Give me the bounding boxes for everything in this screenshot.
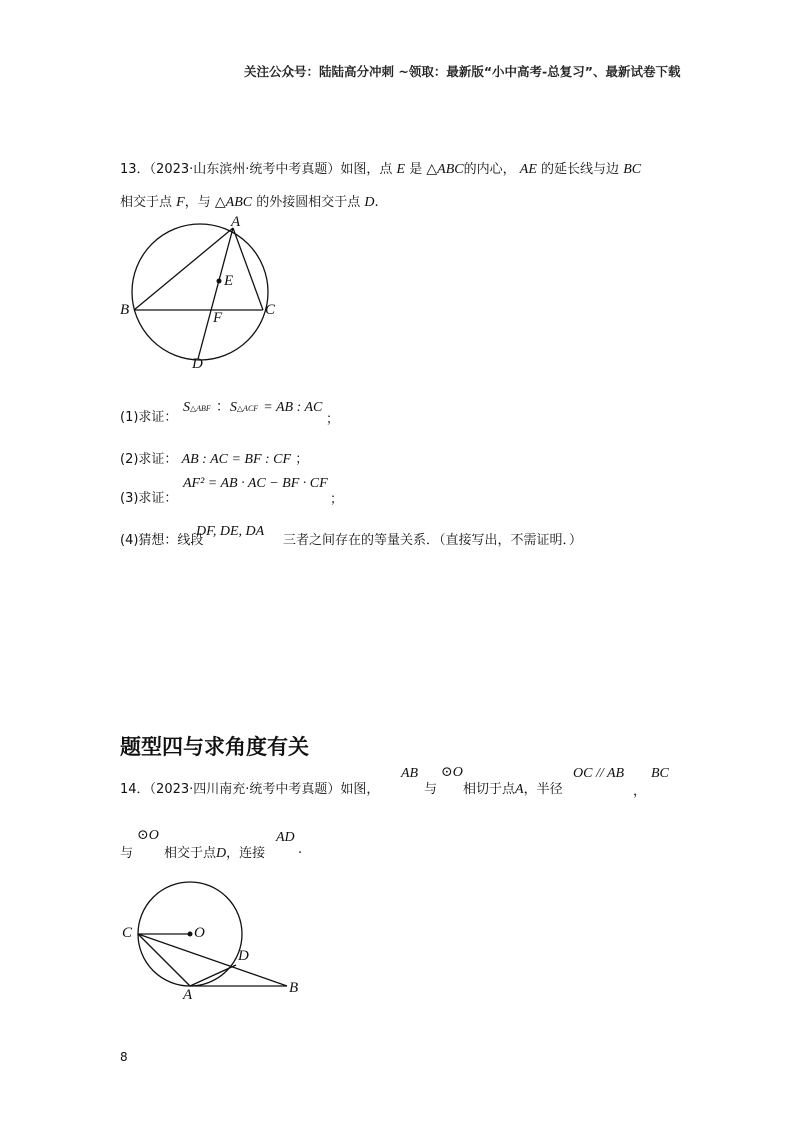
math-triangle-abc-2: △ABC [214, 195, 253, 210]
q1-sub1: △ABF [190, 404, 211, 413]
q1-s1: S [183, 400, 190, 415]
q2-end: ； [295, 452, 309, 467]
problem-source: （2023·山东滨州·统考中考真题）如图，点 [149, 162, 393, 177]
text-extension: 的延长线与边 [541, 162, 620, 177]
q3-prefix: (3)求证： [120, 491, 178, 506]
text-with-14b: 与 [120, 846, 134, 861]
math-d-14: D [216, 846, 227, 861]
math-ae: AE [519, 162, 537, 177]
label-c: C [265, 302, 276, 318]
q1-end: ； [326, 412, 340, 427]
q1-colon: ： [215, 400, 230, 415]
q2-formula: AB : AC = BF : CF [181, 452, 292, 467]
text-period: . [374, 195, 379, 210]
math-a: A [515, 782, 524, 797]
math-bc-14: BC [651, 766, 669, 781]
problem-14-source: （2023·四川南充·统考中考真题）如图， [149, 782, 380, 797]
math-ad: AD [276, 830, 295, 845]
q3-formula: AF² = AB · AC − BF · CF [183, 476, 328, 491]
text-meet-14: 相交于点 [164, 846, 217, 861]
text-radius: ，半径 [523, 782, 563, 797]
q1-s2: S [229, 400, 237, 415]
q1-prefix: (1)求证： [120, 410, 178, 425]
math-oc-parallel-ab: OC // AB [573, 766, 625, 781]
segment-ad [190, 965, 236, 986]
math-triangle-abc: △ABC [426, 162, 464, 177]
q1-right: = AB : AC [263, 400, 323, 415]
q2-prefix: (2)求证： [120, 452, 178, 467]
problem-number-14: 14． [120, 782, 150, 797]
text-period-14: . [298, 842, 303, 857]
page-header: 关注公众号：陆陆高分冲刺 ~领取：最新版“小中高考-总复习”、最新试卷下载 [244, 64, 681, 79]
q4-prefix: (4)猜想：线段 [120, 533, 204, 548]
segment-ca [138, 934, 190, 986]
label-e: E [224, 273, 234, 289]
label-d: D [192, 356, 203, 372]
text-with-14: 与 [424, 782, 438, 797]
label-b: B [120, 302, 130, 318]
text-circumcircle: 的外接圆相交于点 [256, 195, 361, 210]
segment-cb [138, 934, 287, 986]
label-a-14: A [183, 987, 193, 1003]
text-connect: ，连接 [226, 846, 266, 861]
math-circle-o-2: ⊙O [137, 828, 159, 843]
label-c-14: C [122, 925, 133, 941]
text-comma: ， [633, 784, 647, 799]
section-title: 题型四与求角度有关 [120, 735, 309, 759]
text-incenter: 的内心， [463, 162, 516, 177]
q4-formula: DF, DE, DA [196, 524, 265, 539]
label-f: F [213, 310, 223, 326]
label-a: A [231, 214, 241, 230]
q4-rest: 三者之间存在的等量关系．（直接写出，不需证明．） [283, 533, 583, 548]
label-b-14: B [289, 980, 299, 996]
page-number: 8 [120, 1050, 128, 1064]
math-e: E [396, 162, 406, 177]
point-o [188, 932, 193, 937]
label-d-14: D [238, 948, 249, 964]
text-with: ，与 [184, 195, 211, 210]
math-d: D [364, 195, 375, 210]
problem-number: 13． [120, 162, 150, 177]
text-tangent: 相切于点 [463, 782, 516, 797]
text-is: 是 [409, 162, 423, 177]
text-meet: 相交于点 [120, 195, 173, 210]
q1-sub2: △ACF [236, 404, 259, 413]
math-ab: AB [401, 766, 419, 781]
label-o: O [194, 925, 205, 941]
math-circle-o: ⊙O [441, 765, 463, 780]
math-bc: BC [623, 162, 642, 177]
math-f: F [176, 195, 185, 210]
q3-end: ； [330, 492, 344, 507]
